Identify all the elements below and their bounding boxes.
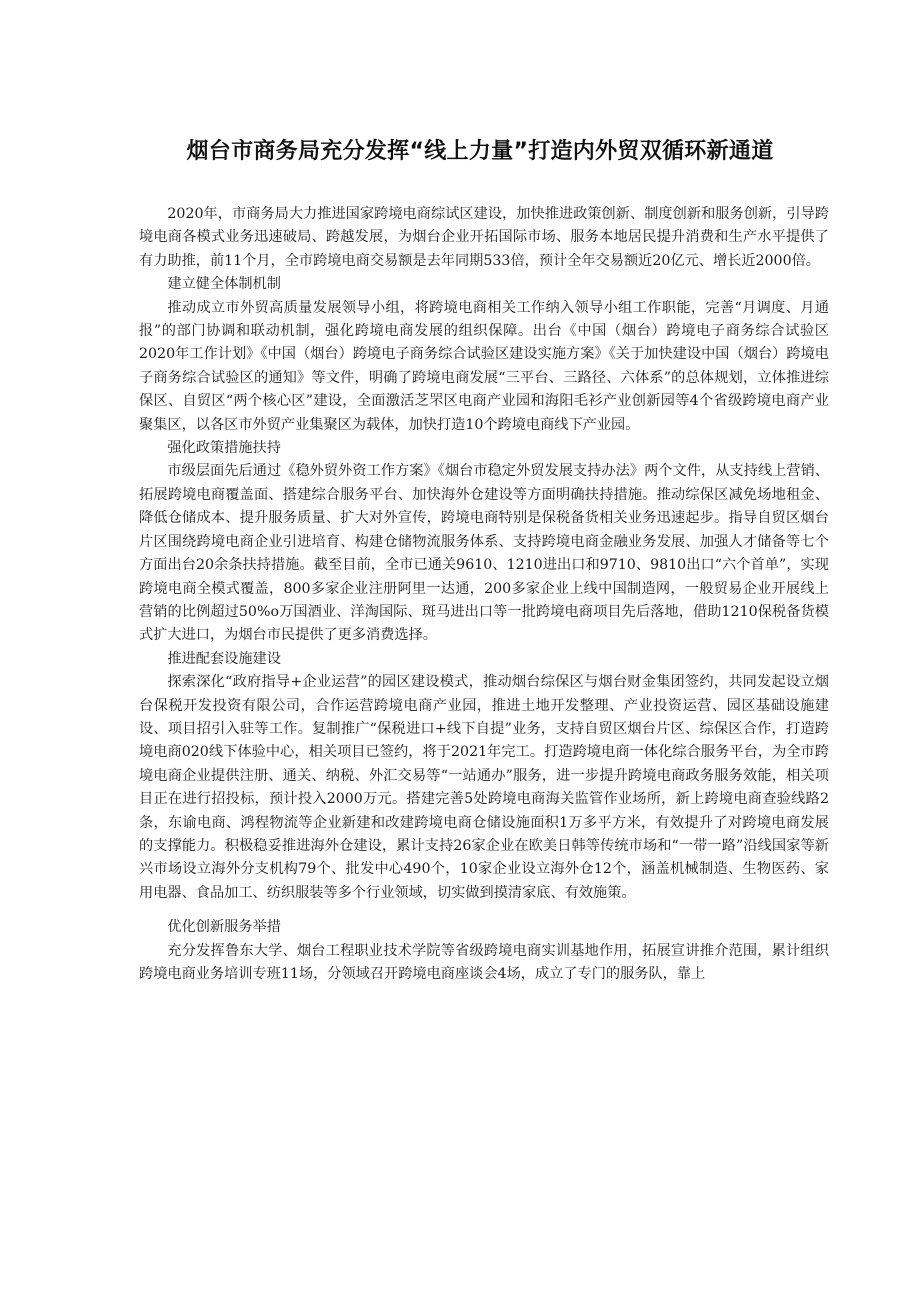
section-paragraph: 推动成立市外贸高质量发展领导小组，将跨境电商相关工作纳入领导小组工作职能，完善“月调度、月通报”的部门协调和联动机制，强化跨境电商发展的组织保障。出台《中国（烟台）跨境电子商务综合试验区2020年工作计划》《中国（烟台）跨境电子商务综合试验区建设实施方案》《关于加快建设中国（烟台）跨境电子商务综合试验区的通知》等文件，明确了跨境电商发展“三平台、三路径、六体系”的总体规划，立体推进综保区、自贸区“两个核心区”建设，全面激活芝罘区电商产业园和海阳毛衫产业创新园等4个省级跨境电商产业聚集区，以各区市外贸产业集聚区为载体，加快打造10个跨境电商线下产业园。 [139,299,829,433]
section-paragraph: 探索深化“政府指导+企业运营”的园区建设模式，推动烟台综保区与烟台财金集团签约，共同发起设立烟台保税开发投资有限公司，合作运营跨境电商产业园，推进土地开发整理、产业投资运营、园区基础设施建设、项目招引入驻等工作。复制推广“保税进口+线下自提”业务，支持自贸区烟台片区、综保区合作，打造跨境电商020线下体验中心，相关项目已签约，将于2021年完工。打造跨境电商一体化综合服务平台，为全市跨境电商企业提供注册、通关、纳税、外汇交易等“一站通办”服务，进一步提升跨境电商政务服务效能，相关项目正在进行招投标，预计投入2000万元。搭建完善5处跨境电商海关监管作业场所，新上跨境电商查验线路2条，东谕电商、鸿程物流等企业新建和改建跨境电商仓储设施面积1万多平方米，有效提升了对跨境电商发展的支撑能力。积极稳妥推进海外仓建设，累计支持26家企业在欧美日韩等传统市场和“一带一路”沿线国家等新兴市场设立海外分支机构79个、批发中心490个，10家企业设立海外仓12个，涵盖机械制造、生物医药、家用电器、食品加工、纺织服装等多个行业领域，切实做到摸清家底、有效施策。 [139,674,829,901]
paragraph-gap [139,905,829,916]
section-paragraph: 市级层面先后通过《稳外贸外资工作方案》《烟台市稳定外贸发展支持办法》两个文件，从支持线上营销、拓展跨境电商覆盖面、搭建综合服务平台、加快海外仓建设等方面明确扶持措施。推动综保区减免场地租金、降低仓储成本、提升服务质量、扩大对外宣传，跨境电商特别是保税备货相关业务迅速起步。指导自贸区烟台片区围绕跨境电商企业引进培育、构建仓储物流服务体系、支持跨境电商金融业务发展、加强人才储备等七个方面出台20余条扶持措施。截至目前，全市已通关9610、1210进出口和9710、9810出口“六个首单”，实现跨境电商全模式覆盖，800多家企业注册阿里一达通，200多家企业上线中国制造网，一般贸易企业开展线上营销的比例超过50%o万国酒业、洋淘国际、斑马进出口等一批跨境电商项目先后落地，借助1210保税备货模式扩大进口，为烟台市民提供了更多消费选择。 [139,463,829,644]
section-heading: 优化创新服务举措 [167,919,281,936]
section-paragraph: 充分发挥鲁东大学、烟台工程职业技术学院等省级跨境电商实训基地作用，拓展宣讲推介范围，累计组织跨境电商业务培训专班11场，分领域召开跨境电商座谈会4场，成立了专门的服务队，靠上 [139,942,829,982]
article-body [139,203,829,986]
section-heading: 强化政策措施扶持 [167,440,281,457]
page-title: 烟台市商务局充分发挥“线上力量”打造内外贸双循环新通道 [186,139,774,164]
section-heading: 推进配套设施建设 [167,650,281,667]
intro-paragraph: 2020年，市商务局大力推进国家跨境电商综试区建设，加快推进政策创新、制度创新和服务创新，引导跨境电商各模式业务迅速破局、跨越发展，为烟台企业开拓国际市场、服务本地居民提升消费和生产水平提供了有力助推，前11个月，全市跨境电商交易额是去年同期533倍，预计全年交易额近20亿元、增长近2000倍。 [139,206,829,269]
section-heading: 建立健全体制机制 [167,276,281,293]
